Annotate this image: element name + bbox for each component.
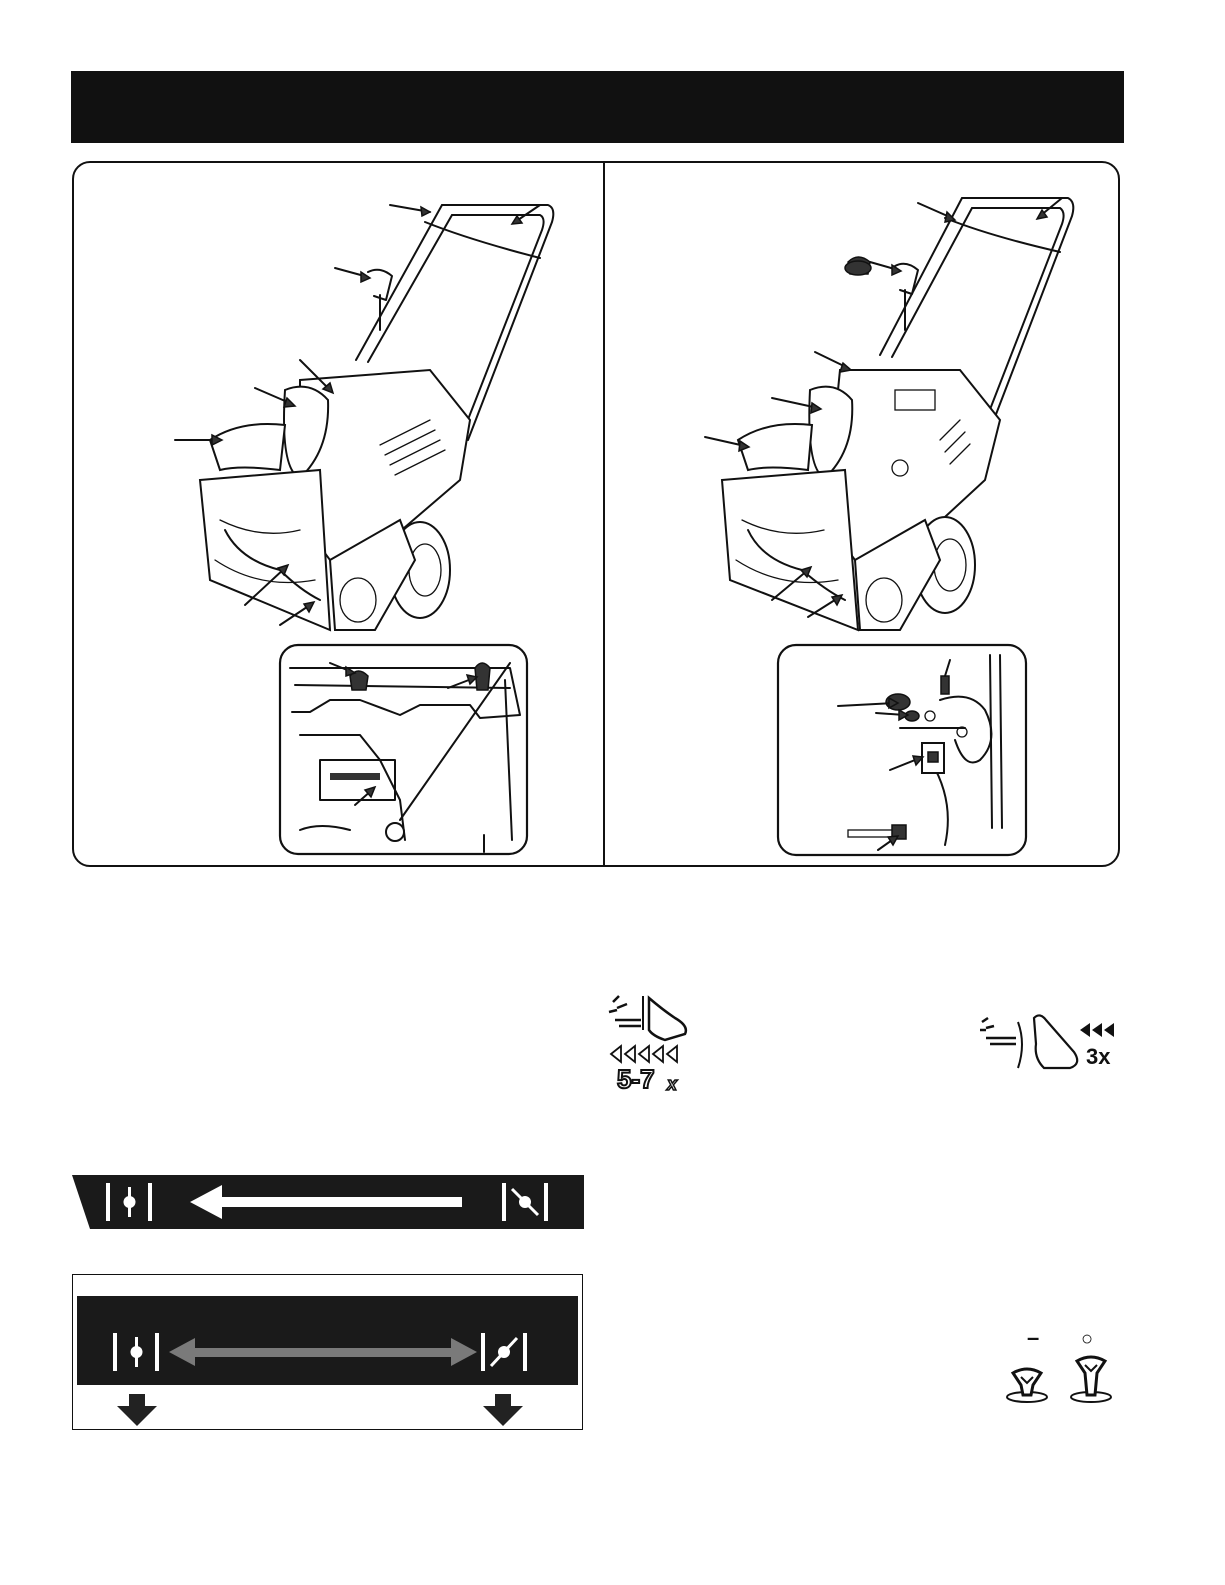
key-off-symbol: – xyxy=(1027,1327,1040,1350)
primer-press-3x-icon xyxy=(978,1008,1128,1074)
primer-count-suffix: x xyxy=(667,1074,678,1094)
primer-count-3x: 3x xyxy=(1086,1044,1111,1069)
choke-arrow-decal xyxy=(72,1173,584,1231)
choke-bidirectional-decal xyxy=(77,1296,578,1430)
primer-count-5-7: 5-7 xyxy=(617,1064,655,1094)
primer-press-5-7x-icon xyxy=(605,990,697,1096)
key-on-symbol: ○ xyxy=(1081,1328,1094,1350)
ignition-key-off-on-icon xyxy=(1003,1327,1118,1407)
